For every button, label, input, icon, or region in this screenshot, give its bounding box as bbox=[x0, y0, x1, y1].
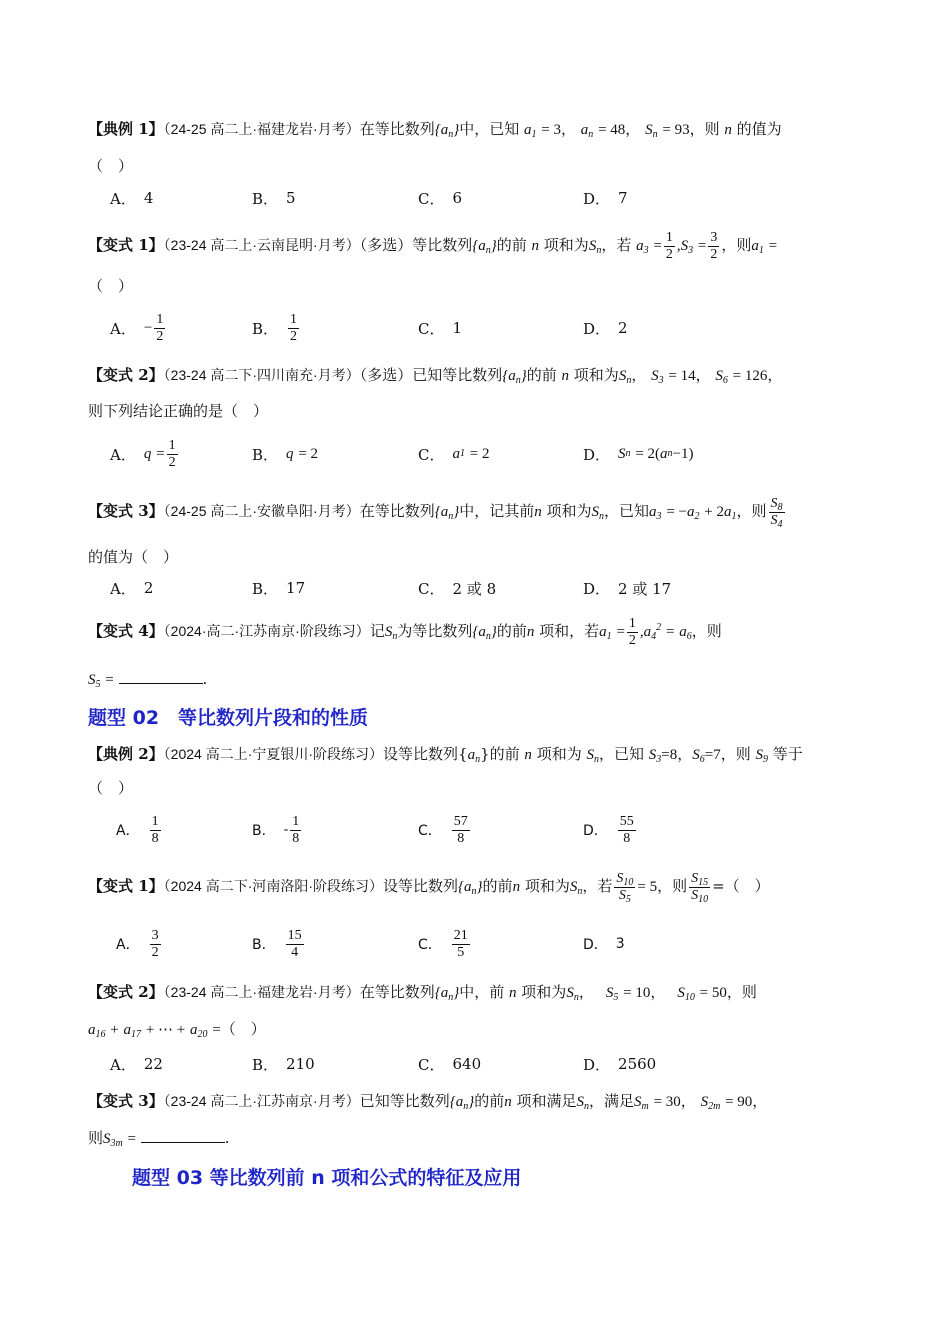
option-b[interactable]: B． 210 bbox=[252, 1055, 315, 1074]
option-b[interactable]: B． 17 bbox=[252, 579, 306, 598]
problem-5-line2: $S_5$ = . bbox=[88, 670, 208, 690]
problem-1-options bbox=[110, 176, 870, 220]
problem-3-stem: 【变式 2】（23-24 高二下·四川南充·月考）（多选）已知等比数列$\{a_n\}$的前 n 项和为$S_n$， $S_3 = 14$， $S_6 = 126$， bbox=[88, 366, 783, 386]
option-c[interactable]: C． 1 bbox=[418, 319, 463, 338]
problem-1-paren: （ ） bbox=[88, 157, 134, 175]
option-d[interactable]: D． S n = 2( a n −1) bbox=[583, 445, 694, 464]
option-d[interactable]: D． 7 bbox=[583, 189, 628, 208]
problem-8-stem: 【变式 2】（23-24 高二上·福建龙岩·月考）在等比数列$\{a_n\}$中，前 n 项和为$S_n$， $S_5 = 10$， $S_{10} = 50$，则 bbox=[88, 983, 757, 1003]
problem-4-options bbox=[110, 566, 870, 610]
problem-1-stem: 【典例 1】（24-25 高二上·福建龙岩·月考）在等比数列$\{a_n\}$中，已知 $a_1 = 3$， $a_n = 48$， $S_n = 93$，则 n 的值为 bbox=[88, 120, 782, 140]
problem-6-options bbox=[116, 808, 870, 852]
problem-9-line2: 则$S_{3m}$ = . bbox=[88, 1129, 230, 1149]
option-d[interactable]: D． $\frac{55}{8}$ bbox=[583, 813, 634, 846]
option-c[interactable]: C． $\frac{21}{5}$ bbox=[418, 927, 468, 960]
problem-4-stem: 【变式 3】（24-25 高二上·安徽阜阳·月考）在等比数列$\{a_n\}$中，记其前n 项和为$S_n$，已知$a_3 = -a_2 + 2a_1$，则 $\frac{S_8}{S_4}$ bbox=[88, 495, 783, 530]
option-c[interactable]: C． 6 bbox=[418, 189, 463, 208]
problem-7-options bbox=[116, 922, 870, 966]
option-d[interactable]: D． 3 bbox=[583, 936, 625, 953]
problem-5-stem: 【变式 4】（2024·高二·江苏南京·阶段练习）记$S_n$为等比数列$\{a_n\}$的前n 项和，若$a_1$ = $\frac{1}{2}$ $,a_4^2 = a_6$，则 bbox=[88, 615, 722, 648]
option-a[interactable]: A． $\frac{3}{2}$ bbox=[116, 927, 159, 960]
option-c[interactable]: C． a 1 = 2 bbox=[418, 445, 490, 464]
answer-blank[interactable] bbox=[119, 669, 203, 684]
option-d[interactable]: D． 2 bbox=[583, 319, 628, 338]
problem-4-line2: 的值为（ ） bbox=[88, 548, 179, 566]
option-b[interactable]: B． 5 bbox=[252, 189, 296, 208]
section-heading-03: 题型 03 等比数列前 n 项和公式的特征及应用 bbox=[132, 1167, 522, 1189]
option-b[interactable]: B． $\frac{15}{4}$ bbox=[252, 927, 302, 960]
problem-2-paren: （ ） bbox=[88, 277, 134, 295]
option-a[interactable]: A． q = $\frac{1}{2}$ bbox=[110, 437, 176, 470]
problem-source: （24-25 高二上·福建龙岩·月考） bbox=[163, 121, 360, 137]
option-a[interactable]: A． $\frac{1}{8}$ bbox=[116, 813, 159, 846]
option-b[interactable]: B． q = 2 bbox=[252, 445, 319, 464]
option-b[interactable]: B． $\frac{1}{2}$ bbox=[252, 311, 298, 344]
option-d[interactable]: D． 2 或 17 bbox=[583, 579, 672, 598]
problem-9-stem: 【变式 3】（23-24 高二上·江苏南京·月考）已知等比数列$\{a_n\}$的前n 项和满足$S_n$，满足$S_m = 30$， $S_{2m} = 90$， bbox=[88, 1092, 768, 1112]
problem-2-options bbox=[110, 306, 870, 350]
option-a[interactable]: A． 22 bbox=[110, 1055, 163, 1074]
problem-2-stem: 【变式 1】（23-24 高二上·云南昆明·月考）（多选）等比数列$\{a_n\}$的前 n 项和为$S_n$，若 $a_3$ = $\frac{1}{2}$ $,S_3$ = $\frac{3}{2}$ ，则$a_1$ = bbox=[88, 229, 778, 262]
option-a[interactable]: A． 2 bbox=[110, 579, 154, 598]
problem-8-options bbox=[110, 1042, 870, 1086]
answer-blank[interactable] bbox=[141, 1128, 225, 1143]
option-a[interactable]: A． − $\frac{1}{2}$ bbox=[110, 311, 164, 344]
problem-3-line2: 则下列结论正确的是（ ） bbox=[88, 402, 269, 420]
problem-6-stem: 【典例 2】（2024 高二上·宁夏银川·阶段练习）设等比数列$\{a_n\}$的前 n 项和为 $S_n$，已知 $S_3=8$，$S_6=7$，则 $S_9$ 等于 bbox=[88, 745, 803, 765]
option-b[interactable]: B． - $\frac{1}{8}$ bbox=[252, 813, 300, 846]
option-c[interactable]: C． 640 bbox=[418, 1055, 482, 1074]
problem-7-stem: 【变式 1】（2024 高二下·河南洛阳·阶段练习）设等比数列$\{a_n\}$的前n 项和为$S_n$，若 $\frac{S_{10}}{S_5}$ = 5，则 $\frac{S_{15}}{S_{10}}$ =（ ） bbox=[88, 870, 770, 905]
option-c[interactable]: C． 2 或 8 bbox=[418, 579, 497, 598]
option-a[interactable]: A． 4 bbox=[110, 189, 154, 208]
problem-8-line2: $a_{16} + a_{17}$ + ⋯ + $a_{20}$ =（ ） bbox=[88, 1022, 266, 1040]
option-c[interactable]: C． $\frac{57}{8}$ bbox=[418, 813, 468, 846]
problem-6-paren: （ ） bbox=[88, 779, 134, 797]
problem-3-options bbox=[110, 432, 870, 476]
option-d[interactable]: D． 2560 bbox=[583, 1055, 657, 1074]
problem-tag: 【典例 1】 bbox=[88, 120, 164, 138]
section-heading-02: 题型 02 等比数列片段和的性质 bbox=[88, 707, 369, 729]
